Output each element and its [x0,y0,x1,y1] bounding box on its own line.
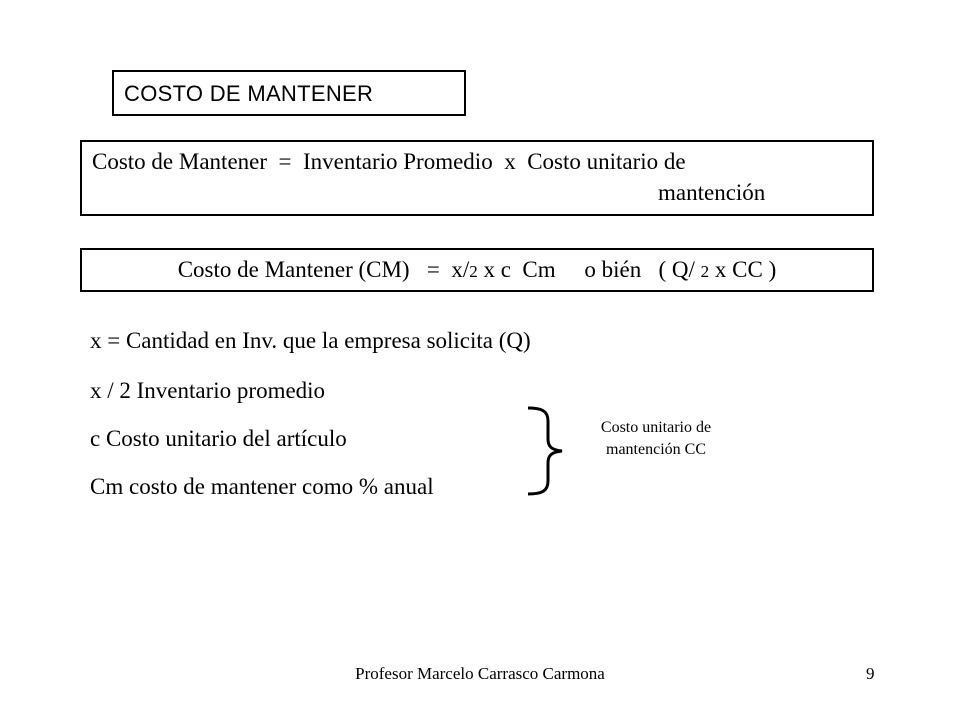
formula-definition-line1: Costo de Mantener = Inventario Promedio x Costo unitario de [92,149,686,174]
formula-expression-part4: 2 [700,262,710,281]
formula-expression-part1: Costo de Mantener (CM) = x/ [177,257,470,282]
curly-brace-icon [520,405,566,497]
page-number: 9 [866,664,875,683]
definition-cm: Cm costo de mantener como % anual [90,474,434,499]
definition-c: c Costo unitario del artículo [90,426,347,451]
formula-expression [82,257,872,283]
brace-label [566,417,746,461]
formula-expression-part5: x CC ) [709,257,777,282]
footer-author: Profesor Marcelo Carrasco Carmona [355,664,605,683]
formula-expression-box [80,248,874,292]
formula-expression-part3: x c Cm o bién ( Q/ [477,257,701,282]
brace-label-line1: Costo unitario de [600,419,712,436]
formula-expression-part2: 2 [469,262,478,281]
brace-label-line2: mantención CC [606,441,706,458]
formula-definition-line2: mantención [658,180,766,205]
definition-x: x = Cantidad en Inv. que la empresa solicita (Q) [90,328,531,353]
slide-title: COSTO DE MANTENER [124,81,374,106]
formula-definition-box [80,140,874,216]
title-box [112,70,466,116]
definition-x-half: x / 2 Inventario promedio [90,378,326,403]
